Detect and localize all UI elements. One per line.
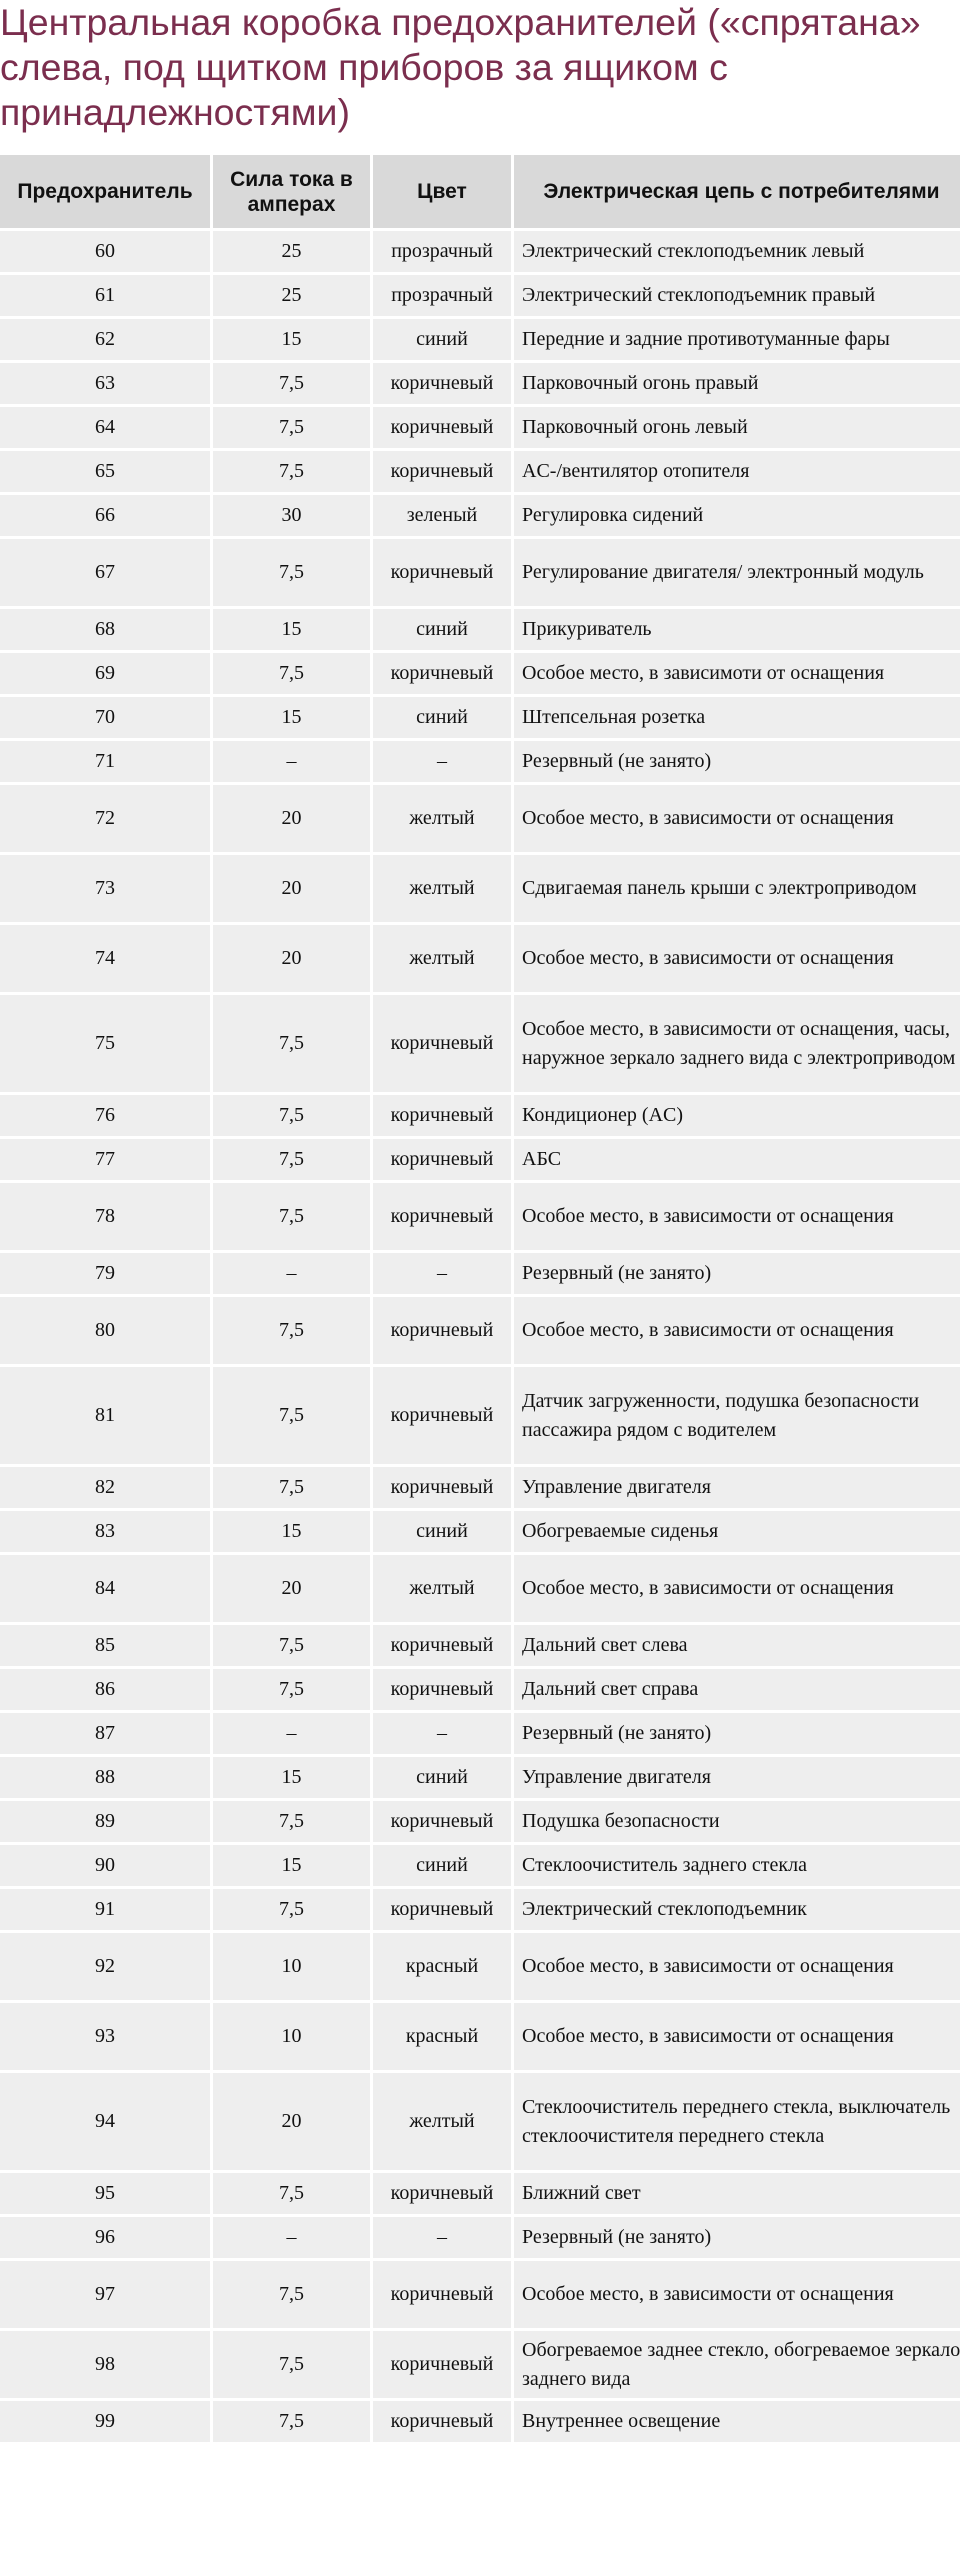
table-row bbox=[0, 451, 960, 492]
amperage-cell: – bbox=[213, 1253, 370, 1294]
fuse-number-cell: 70 bbox=[0, 697, 210, 738]
fuse-color-cell: – bbox=[373, 741, 511, 782]
fuse-number-cell: 75 bbox=[0, 995, 210, 1092]
amperage-cell: 7,5 bbox=[213, 1367, 370, 1464]
fuse-color-cell: коричневый bbox=[373, 451, 511, 492]
amperage-cell: 15 bbox=[213, 319, 370, 360]
fuse-number-cell: 66 bbox=[0, 495, 210, 536]
amperage-cell: 7,5 bbox=[213, 2331, 370, 2398]
fuse-number-cell: 71 bbox=[0, 741, 210, 782]
amperage-cell: 15 bbox=[213, 1845, 370, 1886]
fuse-table bbox=[0, 152, 960, 2445]
amperage-cell: 7,5 bbox=[213, 1669, 370, 1710]
column-header-circuit: Электрическая цепь с потребителями bbox=[514, 155, 960, 228]
circuit-description-cell: Управление двигателя bbox=[514, 1757, 960, 1798]
circuit-description-cell: Штепсельная розетка bbox=[514, 697, 960, 738]
fuse-color-cell: коричневый bbox=[373, 1183, 511, 1250]
amperage-cell: 7,5 bbox=[213, 1625, 370, 1666]
circuit-description-cell: Стеклоочиститель переднего стекла, выключатель стеклоочистителя переднего стекла bbox=[514, 2073, 960, 2170]
table-row bbox=[0, 2261, 960, 2328]
fuse-number-cell: 63 bbox=[0, 363, 210, 404]
fuse-color-cell: коричневый bbox=[373, 1669, 511, 1710]
column-header-color: Цвет bbox=[373, 155, 511, 228]
page-title-line-3: принадлежностями) bbox=[0, 91, 350, 133]
fuse-color-cell: коричневый bbox=[373, 363, 511, 404]
fuse-table-header bbox=[0, 155, 960, 228]
table-row bbox=[0, 231, 960, 272]
fuse-number-cell: 65 bbox=[0, 451, 210, 492]
amperage-cell: 7,5 bbox=[213, 363, 370, 404]
fuse-color-cell: коричневый bbox=[373, 1625, 511, 1666]
fuse-number-cell: 82 bbox=[0, 1467, 210, 1508]
amperage-cell: 15 bbox=[213, 1757, 370, 1798]
fuse-number-cell: 62 bbox=[0, 319, 210, 360]
circuit-description-cell: Обогреваемое заднее стекло, обогреваемое зеркало заднего вида bbox=[514, 2331, 960, 2398]
fuse-color-cell: коричневый bbox=[373, 1467, 511, 1508]
fuse-color-cell: желтый bbox=[373, 2073, 511, 2170]
circuit-description-cell: Стеклоочиститель заднего стекла bbox=[514, 1845, 960, 1886]
circuit-description-cell: Особое место, в зависимости от оснащения bbox=[514, 1933, 960, 2000]
fuse-color-cell: желтый bbox=[373, 925, 511, 992]
table-row bbox=[0, 2073, 960, 2170]
circuit-description-cell: Регулирование двигателя/ электронный модуль bbox=[514, 539, 960, 606]
fuse-number-cell: 92 bbox=[0, 1933, 210, 2000]
fuse-color-cell: коричневый bbox=[373, 539, 511, 606]
amperage-cell: 20 bbox=[213, 1555, 370, 1622]
table-row bbox=[0, 2217, 960, 2258]
fuse-number-cell: 61 bbox=[0, 275, 210, 316]
circuit-description-cell: Подушка безопасности bbox=[514, 1801, 960, 1842]
circuit-description-cell: Особое место, в зависимости от оснащения bbox=[514, 2261, 960, 2328]
page-title bbox=[0, 0, 960, 152]
amperage-cell: 20 bbox=[213, 785, 370, 852]
table-row bbox=[0, 2003, 960, 2070]
fuse-number-cell: 93 bbox=[0, 2003, 210, 2070]
table-row bbox=[0, 1467, 960, 1508]
amperage-cell: 20 bbox=[213, 855, 370, 922]
fuse-color-cell: коричневый bbox=[373, 1297, 511, 1364]
fuse-color-cell: красный bbox=[373, 2003, 511, 2070]
circuit-description-cell: Особое место, в зависимости от оснащения, часы, наружное зеркало заднего вида с электроприводом bbox=[514, 995, 960, 1092]
circuit-description-cell: Резервный (не занято) bbox=[514, 1253, 960, 1294]
fuse-number-cell: 97 bbox=[0, 2261, 210, 2328]
table-row bbox=[0, 1183, 960, 1250]
fuse-number-cell: 64 bbox=[0, 407, 210, 448]
fuse-color-cell: синий bbox=[373, 1845, 511, 1886]
fuse-number-cell: 60 bbox=[0, 231, 210, 272]
amperage-cell: – bbox=[213, 2217, 370, 2258]
fuse-color-cell: коричневый bbox=[373, 995, 511, 1092]
table-row bbox=[0, 363, 960, 404]
circuit-description-cell: Резервный (не занято) bbox=[514, 2217, 960, 2258]
circuit-description-cell: Электрический стеклоподъемник правый bbox=[514, 275, 960, 316]
table-row bbox=[0, 697, 960, 738]
circuit-description-cell: Электрический стеклоподъемник bbox=[514, 1889, 960, 1930]
fuse-table-body bbox=[0, 231, 960, 2442]
table-row bbox=[0, 1933, 960, 2000]
amperage-cell: 20 bbox=[213, 925, 370, 992]
fuse-number-cell: 98 bbox=[0, 2331, 210, 2398]
amperage-cell: 7,5 bbox=[213, 1139, 370, 1180]
table-row bbox=[0, 2173, 960, 2214]
amperage-cell: 7,5 bbox=[213, 995, 370, 1092]
circuit-description-cell: Передние и задние противотуманные фары bbox=[514, 319, 960, 360]
table-row bbox=[0, 741, 960, 782]
table-row bbox=[0, 1713, 960, 1754]
amperage-cell: 7,5 bbox=[213, 1889, 370, 1930]
table-row bbox=[0, 407, 960, 448]
fuse-number-cell: 94 bbox=[0, 2073, 210, 2170]
fuse-number-cell: 89 bbox=[0, 1801, 210, 1842]
fuse-color-cell: – bbox=[373, 2217, 511, 2258]
fuse-number-cell: 74 bbox=[0, 925, 210, 992]
fuse-color-cell: коричневый bbox=[373, 407, 511, 448]
fuse-color-cell: коричневый bbox=[373, 1889, 511, 1930]
fuse-color-cell: коричневый bbox=[373, 2261, 511, 2328]
fuse-color-cell: прозрачный bbox=[373, 275, 511, 316]
table-row bbox=[0, 1801, 960, 1842]
circuit-description-cell: Ближний свет bbox=[514, 2173, 960, 2214]
table-row bbox=[0, 1253, 960, 1294]
table-row bbox=[0, 1367, 960, 1464]
amperage-cell: – bbox=[213, 741, 370, 782]
table-row bbox=[0, 1889, 960, 1930]
fuse-color-cell: коричневый bbox=[373, 1095, 511, 1136]
amperage-cell: 15 bbox=[213, 1511, 370, 1552]
fuse-number-cell: 88 bbox=[0, 1757, 210, 1798]
fuse-color-cell: коричневый bbox=[373, 2331, 511, 2398]
table-row bbox=[0, 1757, 960, 1798]
circuit-description-cell: Обогреваемые сиденья bbox=[514, 1511, 960, 1552]
amperage-cell: 25 bbox=[213, 275, 370, 316]
header-row bbox=[0, 155, 960, 228]
circuit-description-cell: Управление двигателя bbox=[514, 1467, 960, 1508]
circuit-description-cell: Парковочный огонь левый bbox=[514, 407, 960, 448]
amperage-cell: 7,5 bbox=[213, 2261, 370, 2328]
circuit-description-cell: Дальний свет справа bbox=[514, 1669, 960, 1710]
circuit-description-cell: Парковочный огонь правый bbox=[514, 363, 960, 404]
circuit-description-cell: Прикуриватель bbox=[514, 609, 960, 650]
table-row bbox=[0, 319, 960, 360]
amperage-cell: 7,5 bbox=[213, 653, 370, 694]
table-row bbox=[0, 855, 960, 922]
amperage-cell: 30 bbox=[213, 495, 370, 536]
circuit-description-cell: Регулировка сидений bbox=[514, 495, 960, 536]
table-row bbox=[0, 785, 960, 852]
circuit-description-cell: Особое место, в зависимости от оснащения bbox=[514, 785, 960, 852]
fuse-color-cell: – bbox=[373, 1713, 511, 1754]
amperage-cell: 10 bbox=[213, 2003, 370, 2070]
table-row bbox=[0, 1845, 960, 1886]
amperage-cell: 25 bbox=[213, 231, 370, 272]
table-row bbox=[0, 925, 960, 992]
amperage-cell: 10 bbox=[213, 1933, 370, 2000]
fuse-number-cell: 91 bbox=[0, 1889, 210, 1930]
fuse-number-cell: 78 bbox=[0, 1183, 210, 1250]
fuse-color-cell: зеленый bbox=[373, 495, 511, 536]
fuse-number-cell: 79 bbox=[0, 1253, 210, 1294]
circuit-description-cell: Дальний свет слева bbox=[514, 1625, 960, 1666]
fuse-number-cell: 96 bbox=[0, 2217, 210, 2258]
circuit-description-cell: Резервный (не занято) bbox=[514, 1713, 960, 1754]
fuse-color-cell: красный bbox=[373, 1933, 511, 2000]
table-row bbox=[0, 653, 960, 694]
fuse-number-cell: 85 bbox=[0, 1625, 210, 1666]
amperage-cell: 7,5 bbox=[213, 539, 370, 606]
table-row bbox=[0, 495, 960, 536]
table-row bbox=[0, 2331, 960, 2398]
circuit-description-cell: Кондиционер (AC) bbox=[514, 1095, 960, 1136]
amperage-cell: 7,5 bbox=[213, 2401, 370, 2442]
circuit-description-cell: Электрический стеклоподъемник левый bbox=[514, 231, 960, 272]
page-title-line-2: слева, под щитком приборов за ящиком с bbox=[0, 46, 728, 88]
fuse-number-cell: 83 bbox=[0, 1511, 210, 1552]
fuse-color-cell: синий bbox=[373, 609, 511, 650]
fuse-color-cell: коричневый bbox=[373, 653, 511, 694]
fuse-number-cell: 77 bbox=[0, 1139, 210, 1180]
fuse-color-cell: желтый bbox=[373, 855, 511, 922]
fuse-color-cell: желтый bbox=[373, 785, 511, 852]
table-row bbox=[0, 1297, 960, 1364]
table-row bbox=[0, 1555, 960, 1622]
column-header-amps: Сила тока в амперах bbox=[213, 155, 370, 228]
circuit-description-cell: Особое место, в зависимости от оснащения bbox=[514, 1297, 960, 1364]
amperage-cell: 20 bbox=[213, 2073, 370, 2170]
amperage-cell: 7,5 bbox=[213, 2173, 370, 2214]
fuse-color-cell: коричневый bbox=[373, 2401, 511, 2442]
fuse-color-cell: прозрачный bbox=[373, 231, 511, 272]
fuse-number-cell: 73 bbox=[0, 855, 210, 922]
fuse-color-cell: коричневый bbox=[373, 2173, 511, 2214]
table-row bbox=[0, 995, 960, 1092]
circuit-description-cell: Особое место, в зависимости от оснащения bbox=[514, 2003, 960, 2070]
table-row bbox=[0, 609, 960, 650]
fuse-number-cell: 80 bbox=[0, 1297, 210, 1364]
fuse-color-cell: синий bbox=[373, 697, 511, 738]
circuit-description-cell: Особое место, в зависимоти от оснащения bbox=[514, 653, 960, 694]
fuse-number-cell: 95 bbox=[0, 2173, 210, 2214]
fuse-color-cell: коричневый bbox=[373, 1139, 511, 1180]
fuse-color-cell: синий bbox=[373, 1757, 511, 1798]
circuit-description-cell: АБС bbox=[514, 1139, 960, 1180]
fuse-color-cell: синий bbox=[373, 319, 511, 360]
amperage-cell: 7,5 bbox=[213, 1183, 370, 1250]
table-row bbox=[0, 539, 960, 606]
amperage-cell: 7,5 bbox=[213, 1095, 370, 1136]
table-row bbox=[0, 1511, 960, 1552]
circuit-description-cell: Особое место, в зависимости от оснащения bbox=[514, 1183, 960, 1250]
amperage-cell: 7,5 bbox=[213, 1801, 370, 1842]
circuit-description-cell: Особое место, в зависимости от оснащения bbox=[514, 1555, 960, 1622]
fuse-color-cell: желтый bbox=[373, 1555, 511, 1622]
fuse-number-cell: 90 bbox=[0, 1845, 210, 1886]
fuse-number-cell: 86 bbox=[0, 1669, 210, 1710]
fuse-number-cell: 72 bbox=[0, 785, 210, 852]
table-row bbox=[0, 1625, 960, 1666]
circuit-description-cell: Датчик загруженности, подушка безопасности пассажира рядом с водителем bbox=[514, 1367, 960, 1464]
table-row bbox=[0, 1139, 960, 1180]
fuse-number-cell: 68 bbox=[0, 609, 210, 650]
fuse-number-cell: 67 bbox=[0, 539, 210, 606]
amperage-cell: 15 bbox=[213, 609, 370, 650]
amperage-cell: – bbox=[213, 1713, 370, 1754]
fuse-number-cell: 99 bbox=[0, 2401, 210, 2442]
table-row bbox=[0, 1669, 960, 1710]
fuse-number-cell: 76 bbox=[0, 1095, 210, 1136]
page-title-line-1: Центральная коробка предохранителей («спрятана» bbox=[0, 1, 921, 43]
fuse-number-cell: 81 bbox=[0, 1367, 210, 1464]
circuit-description-cell: Особое место, в зависимости от оснащения bbox=[514, 925, 960, 992]
table-row bbox=[0, 2401, 960, 2442]
table-row bbox=[0, 275, 960, 316]
amperage-cell: 7,5 bbox=[213, 407, 370, 448]
amperage-cell: 7,5 bbox=[213, 451, 370, 492]
circuit-description-cell: AC-/вентилятор отопителя bbox=[514, 451, 960, 492]
amperage-cell: 7,5 bbox=[213, 1297, 370, 1364]
column-header-fuse: Предохранитель bbox=[0, 155, 210, 228]
fuse-color-cell: коричневый bbox=[373, 1801, 511, 1842]
fuse-color-cell: – bbox=[373, 1253, 511, 1294]
circuit-description-cell: Внутреннее освещение bbox=[514, 2401, 960, 2442]
fuse-number-cell: 69 bbox=[0, 653, 210, 694]
circuit-description-cell: Резервный (не занято) bbox=[514, 741, 960, 782]
table-row bbox=[0, 1095, 960, 1136]
fuse-number-cell: 87 bbox=[0, 1713, 210, 1754]
amperage-cell: 7,5 bbox=[213, 1467, 370, 1508]
amperage-cell: 15 bbox=[213, 697, 370, 738]
fuse-color-cell: синий bbox=[373, 1511, 511, 1552]
circuit-description-cell: Сдвигаемая панель крыши с электроприводом bbox=[514, 855, 960, 922]
fuse-color-cell: коричневый bbox=[373, 1367, 511, 1464]
fuse-number-cell: 84 bbox=[0, 1555, 210, 1622]
